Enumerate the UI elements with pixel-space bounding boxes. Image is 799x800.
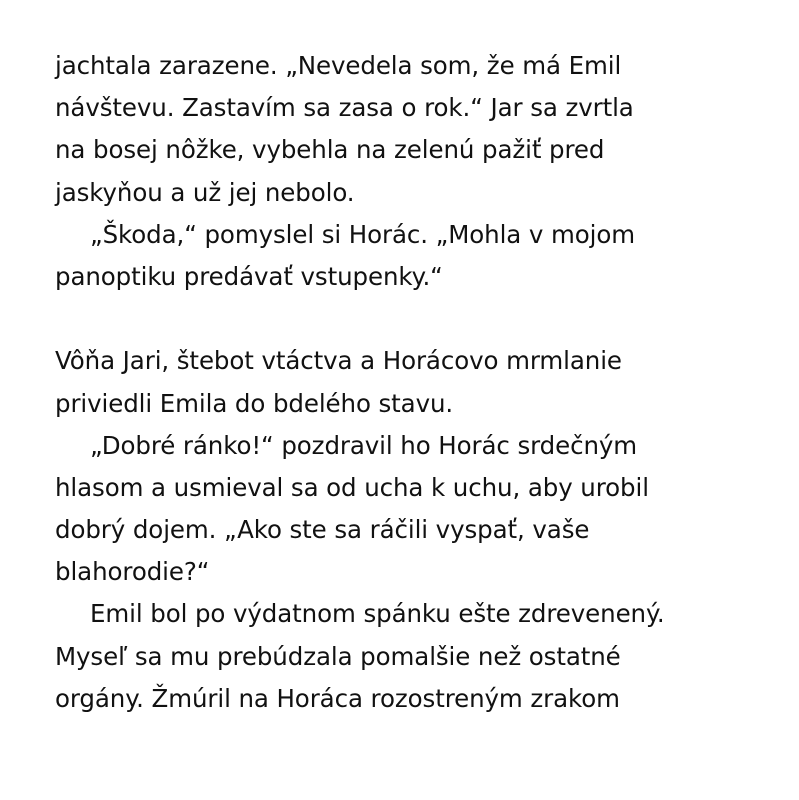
- text-line: priviedli Emila do bdelého stavu.: [55, 388, 454, 418]
- paragraph: [55, 340, 765, 424]
- text-line: orgány. Žmúril na Horáca rozostreným zrakom: [55, 683, 620, 713]
- text-line: návštevu. Zastavím sa zasa o rok.“ Jar sa zvrtla: [55, 93, 634, 123]
- paragraph: [55, 425, 765, 594]
- paragraph: [55, 214, 765, 298]
- text-line: jaskyňou a už jej nebolo.: [55, 177, 355, 207]
- text-line: dobrý dojem. „Ako ste sa ráčili vyspať, vaše: [55, 515, 590, 545]
- text-line: panoptiku predávať vstupenky.“: [55, 261, 443, 291]
- text-line: blahorodie?“: [55, 557, 210, 587]
- text-line: na bosej nôžke, vybehla na zelenú pažiť pred: [55, 135, 605, 165]
- text-line: Emil bol po výdatnom spánku ešte zdrevenený.: [90, 599, 665, 629]
- text-line: „Dobré ránko!“ pozdravil ho Horác srdečným: [90, 430, 638, 460]
- text-line: Myseľ sa mu prebúdzala pomalšie než ostatné: [55, 641, 621, 671]
- paragraph: [55, 45, 765, 214]
- section-break: [55, 298, 765, 340]
- text-line: hlasom a usmieval sa od ucha k uchu, aby urobil: [55, 472, 649, 502]
- page-text: [55, 45, 765, 720]
- paragraph: [55, 593, 765, 720]
- text-line: jachtala zarazene. „Nevedela som, že má Emil: [55, 51, 622, 80]
- text-line: „Škoda,“ pomyslel si Horác. „Mohla v mojom: [90, 219, 635, 249]
- text-line: Vôňa Jari, štebot vtáctva a Horácovo mrmlanie: [55, 346, 622, 376]
